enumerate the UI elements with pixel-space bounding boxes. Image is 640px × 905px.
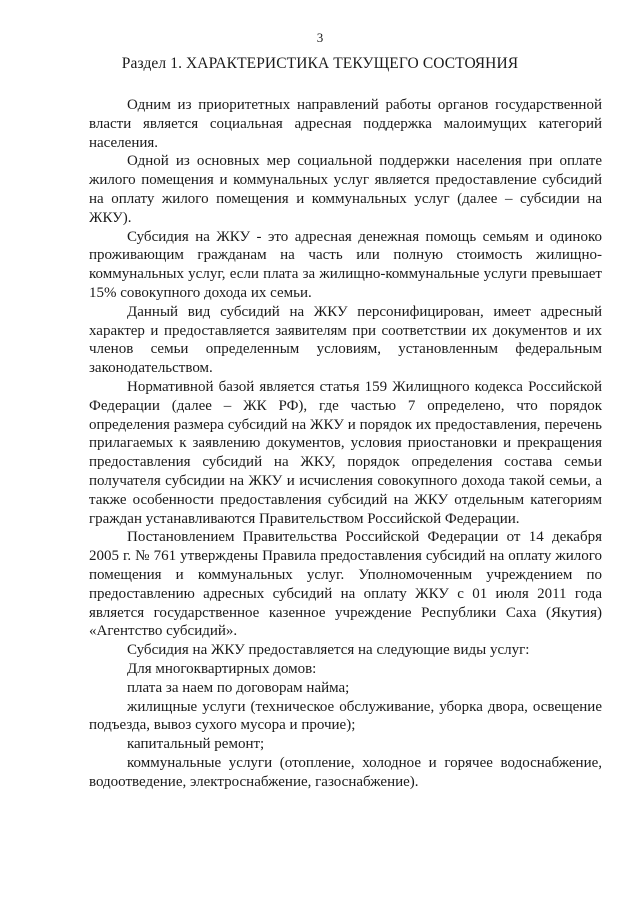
body-text — [89, 96, 602, 791]
paragraph-personalized: Данный вид субсидий на ЖКУ персонифицирован, имеет адресный характер и предоставляется заявителям при соответствии их документов и их членов семьи определенным условиям, установленным федеральным законодательством. — [89, 303, 602, 377]
list-item-rent: плата за наем по договорам найма; — [127, 679, 350, 696]
list-item-housing-services: жилищные услуги (техническое обслуживание, уборка двора, освещение подъезда, вывоз сухого мусора и прочие); — [89, 698, 602, 734]
paragraph-service-types: Субсидия на ЖКУ предоставляется на следующие виды услуг: — [127, 642, 530, 659]
paragraph-support-measures: Одной из основных мер социальной поддержки населения при оплате жилого помещения и коммунальных услуг является предоставление субсидий на оплату жилого помещения и коммунальных услуг (далее – субсидии на ЖКУ). — [89, 153, 602, 226]
list-item-utilities: коммунальные услуги (отопление, холодное и горячее водоснабжение, водоотведение, электроснабжение, газоснабжение). — [89, 754, 602, 790]
section-title: Раздел 1. ХАРАКТЕРИСТИКА ТЕКУЩЕГО СОСТОЯНИЯ — [121, 55, 519, 72]
list-item-capital-repair: капитальный ремонт; — [127, 736, 265, 753]
paragraph-subsidy-definition: Субсидия на ЖКУ - это адресная денежная помощь семьям и одиноко проживающим гражданам на часть или полную стоимость жилищно-коммунальных услуг, если плата за жилищно-коммунальные услуги превышает 15% совокупного дохода их семьи. — [89, 228, 602, 301]
list-heading-apartment-buildings: Для многоквартирных домов: — [127, 660, 317, 677]
page-number: 3 — [316, 30, 324, 45]
paragraph-intro: Одним из приоритетных направлений работы органов государственной власти является социальная адресная поддержка малоимущих категорий населения. — [89, 97, 602, 151]
paragraph-legal-basis: Нормативной базой является статья 159 Жилищного кодекса Российской Федерации (далее – ЖК РФ), где частью 7 определено, что порядок определения размера субсидий на ЖКУ и порядок их предоставления, перечень прилагаемых к заявлению документов, условия приостановки и прекращения предоставления субсидий на ЖКУ, порядок определения состава семьи получателя субсидии на ЖКУ и исчисления совокупного дохода такой семьи, а также особенности предоставления субсидий на ЖКУ отдельным категориям граждан устанавливаются Правительством Российской Федерации. — [89, 378, 602, 527]
paragraph-government-decree: Постановлением Правительства Российской Федерации от 14 декабря 2005 г. № 761 утверждены Правила предоставления субсидий на оплату жилого помещения и коммунальных услуг. Уполномоченным учреждением по предоставлению адресных субсидий на оплату ЖКУ с 01 июля 2011 года является государственное казенное учреждение Республики Саха (Якутия) «Агентство субсидий». — [89, 529, 602, 640]
